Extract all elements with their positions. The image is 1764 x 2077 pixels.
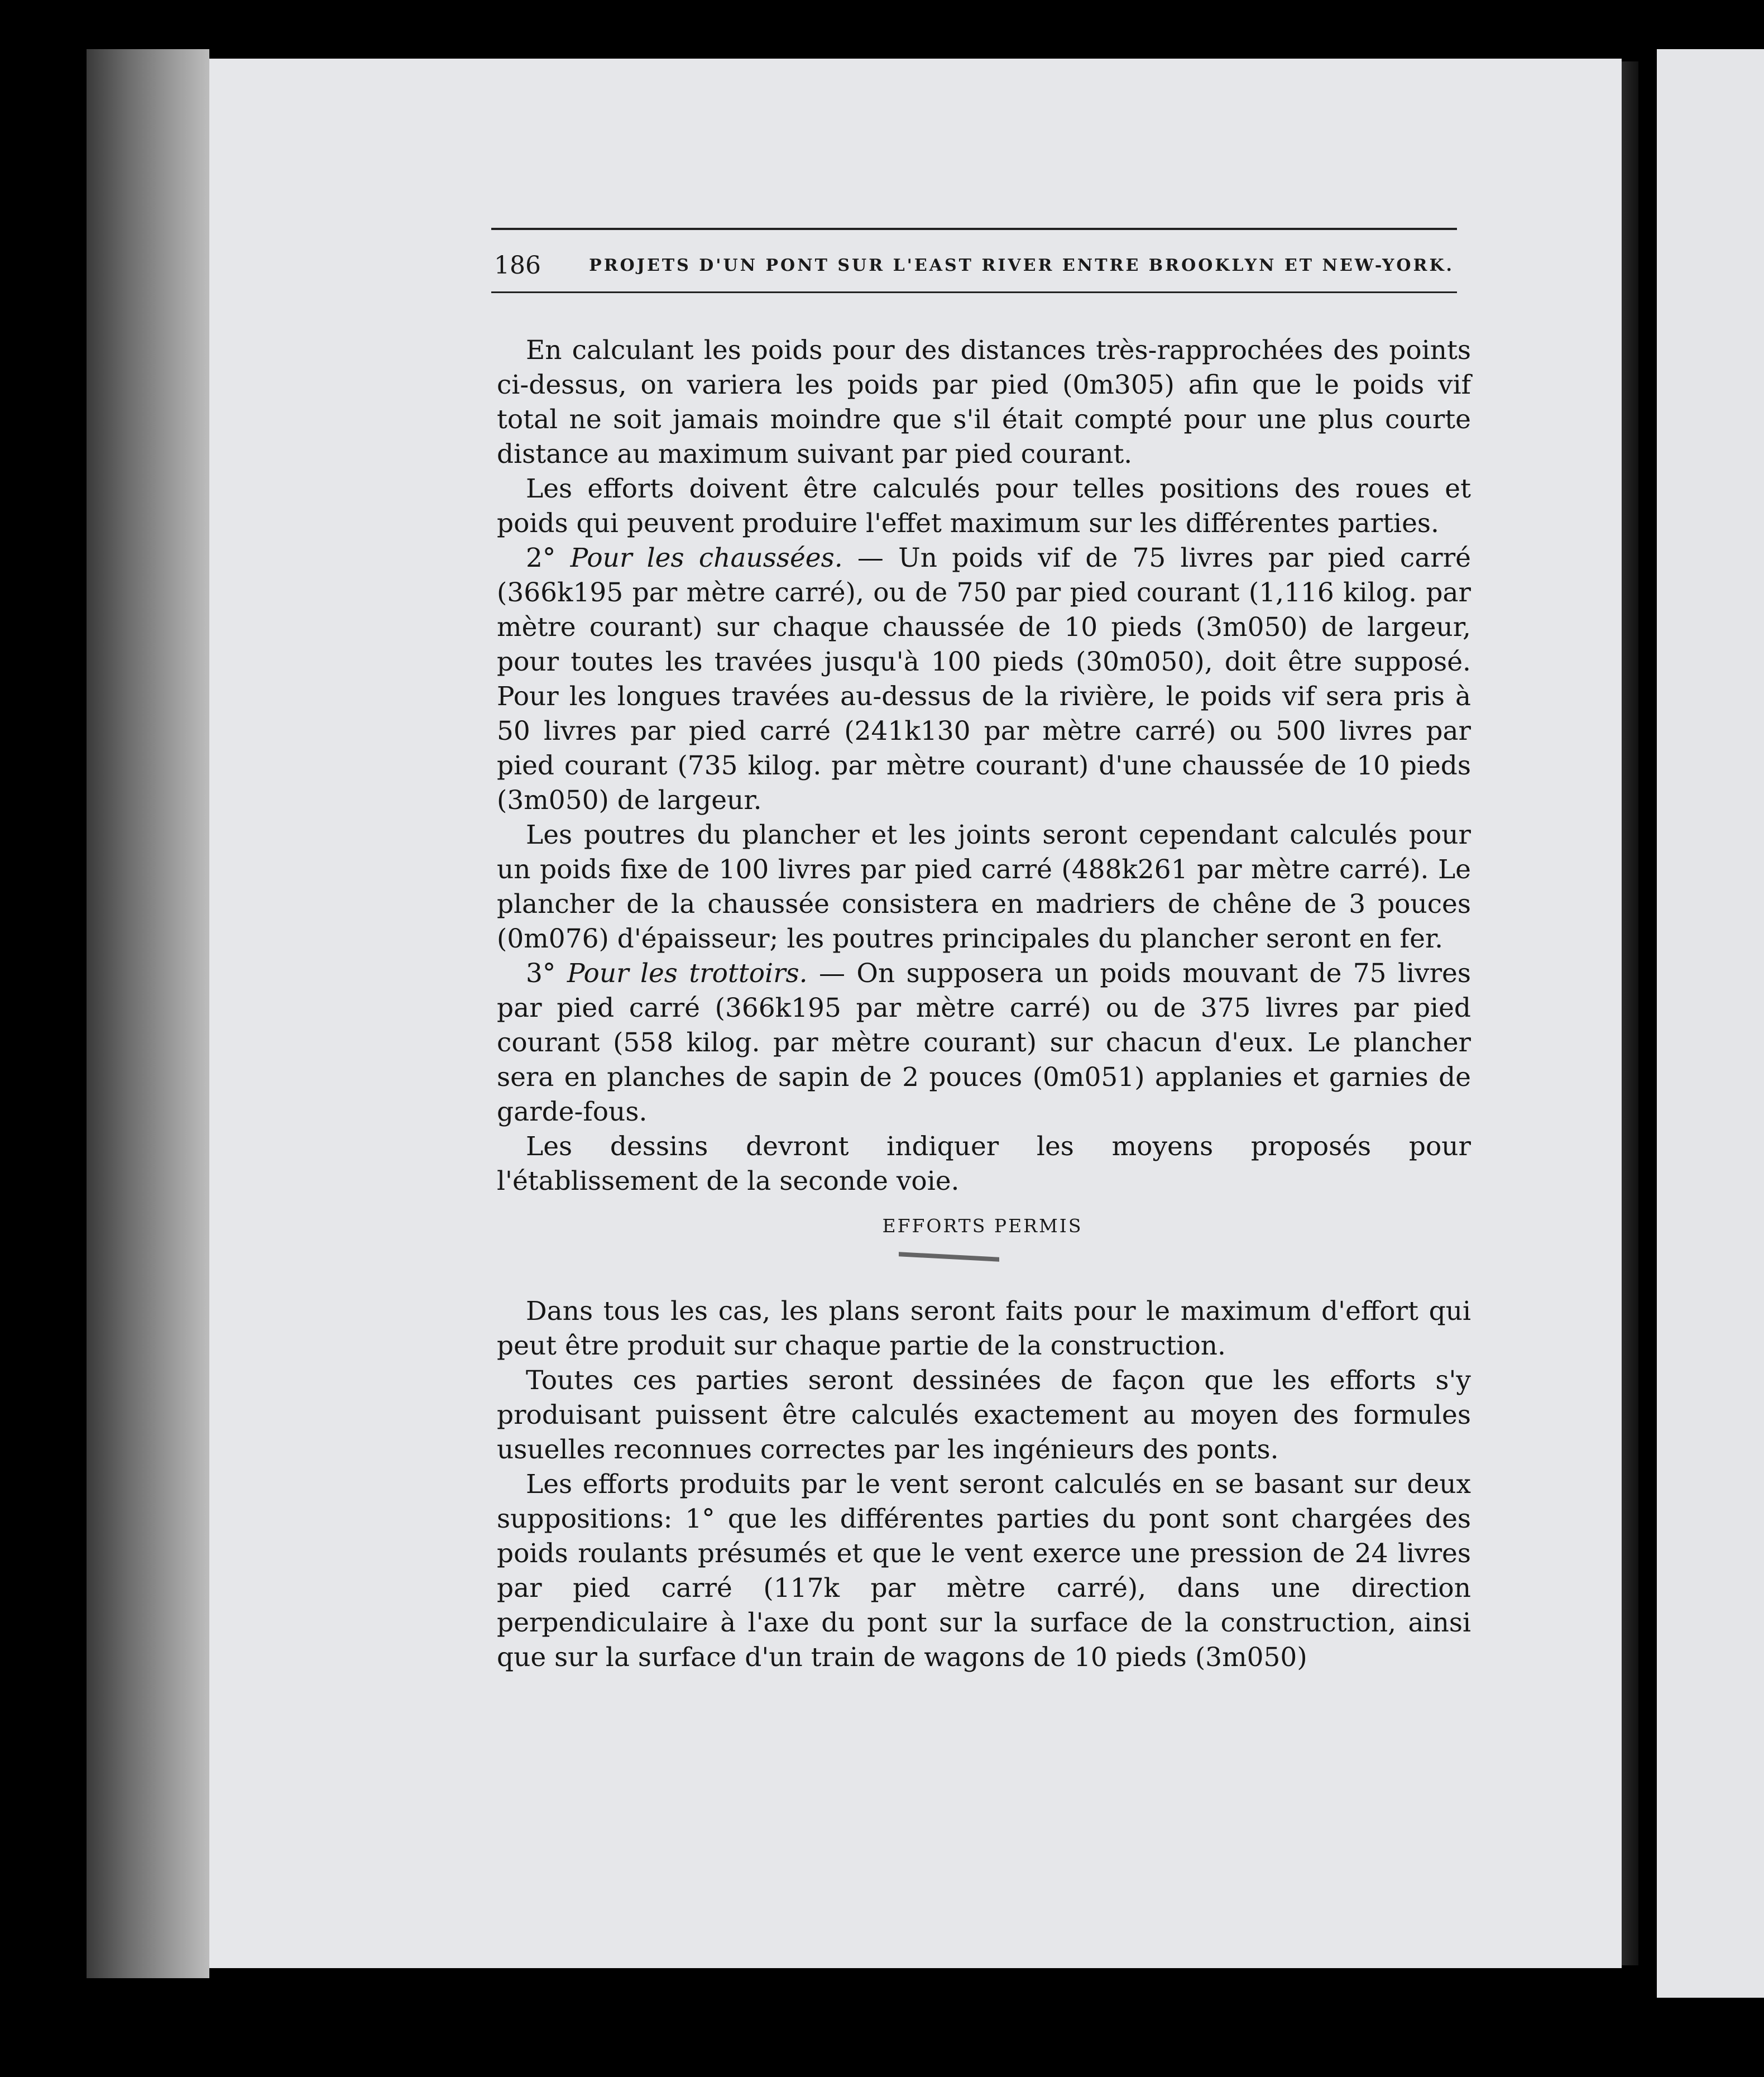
paragraph-chaussees	[497, 541, 1471, 818]
section-heading: EFFORTS PERMIS	[882, 1215, 1083, 1237]
header-bottom-rule	[491, 291, 1457, 293]
item-number: 3°	[526, 958, 556, 989]
paragraph: En calculant les poids pour des distances très-rapprochées des points ci-dessus, on variera les poids par pied (0m305) afin que le poids vif total ne soit jamais moindre que s'il était compté pour une plus courte distance au maximum suivant par pied courant.	[497, 335, 1471, 470]
item-number: 2°	[526, 543, 556, 573]
paragraph-trottoirs	[497, 956, 1471, 1130]
text-block-upper	[497, 333, 1471, 1199]
item-title: Pour les chaussées.	[570, 543, 843, 573]
running-head: PROJETS D'UN PONT SUR L'EAST RIVER ENTRE BROOKLYN ET NEW-YORK.	[589, 255, 1454, 275]
paragraph: Les efforts produits par le vent seront calculés en se basant sur deux suppositions: 1° que les différentes parties du pont sont chargées des poids roulants présumés et que le vent exerce une pression de 24 livres par pied carré (117k par mètre carré), dans une direction perpendiculaire à l'axe du pont sur la surface de la construction, ainsi que sur la surface d'un train de wagons de 10 pieds (3m050)	[497, 1469, 1471, 1673]
item-title: Pour les trottoirs.	[567, 958, 808, 989]
paragraph: Les efforts doivent être calculés pour telles positions des roues et poids qui peuvent produire l'effet maximum sur les différentes parties.	[497, 473, 1471, 539]
item-text: — Un poids vif de 75 livres par pied carré (366k195 par mètre carré), ou de 750 par pied courant (1,116 kilog. par mètre courant) sur chaque chaussée de 10 pieds (3m050) de largeur, pour toutes les travées jusqu'à 100 pieds (30m050), doit être supposé. Pour les longues travées au-dessus de la rivière, le poids vif sera pris à 50 livres par pied carré (241k130 par mètre carré) ou 500 livres par pied courant (735 kilog. par mètre courant) d'une chaussée de 10 pieds (3m050) de largeur.	[497, 543, 1471, 816]
page-number: 186	[494, 251, 541, 280]
page-gutter	[1622, 61, 1638, 1965]
paragraph: Les poutres du plancher et les joints seront cependant calculés pour un poids fixe de 100 livres par pied carré (488k261 par mètre carré). Le plancher de la chaussée consistera en madriers de chêne de 3 pouces (0m076) d'épaisseur; les poutres principales du plancher seront en fer.	[497, 820, 1471, 954]
page-header	[494, 246, 1454, 285]
paragraph: Toutes ces parties seront dessinées de façon que les efforts s'y produisant puissent être calculés exactement au moyen des formules usuelles reconnues correctes par les ingénieurs des ponts.	[497, 1365, 1471, 1465]
paragraph: Les dessins devront indiquer les moyens proposés pour l'établissement de la seconde voie.	[497, 1131, 1471, 1197]
header-top-rule	[491, 228, 1457, 230]
paragraph: Dans tous les cas, les plans seront faits pour le maximum d'effort qui peut être produit sur chaque partie de la construction.	[497, 1296, 1471, 1361]
item-text: — On supposera un poids mouvant de 75 livres par pied carré (366k195 par mètre carré) ou de 375 livres par pied courant (558 kilog. par mètre courant) sur chacun d'eux. Le plancher sera en planches de sapin de 2 pouces (0m051) applanies et garnies de garde-fous.	[497, 958, 1471, 1127]
facing-page-edge	[1657, 49, 1764, 1998]
book-spine-shadow	[87, 49, 209, 1978]
text-block-lower	[497, 1294, 1471, 1675]
